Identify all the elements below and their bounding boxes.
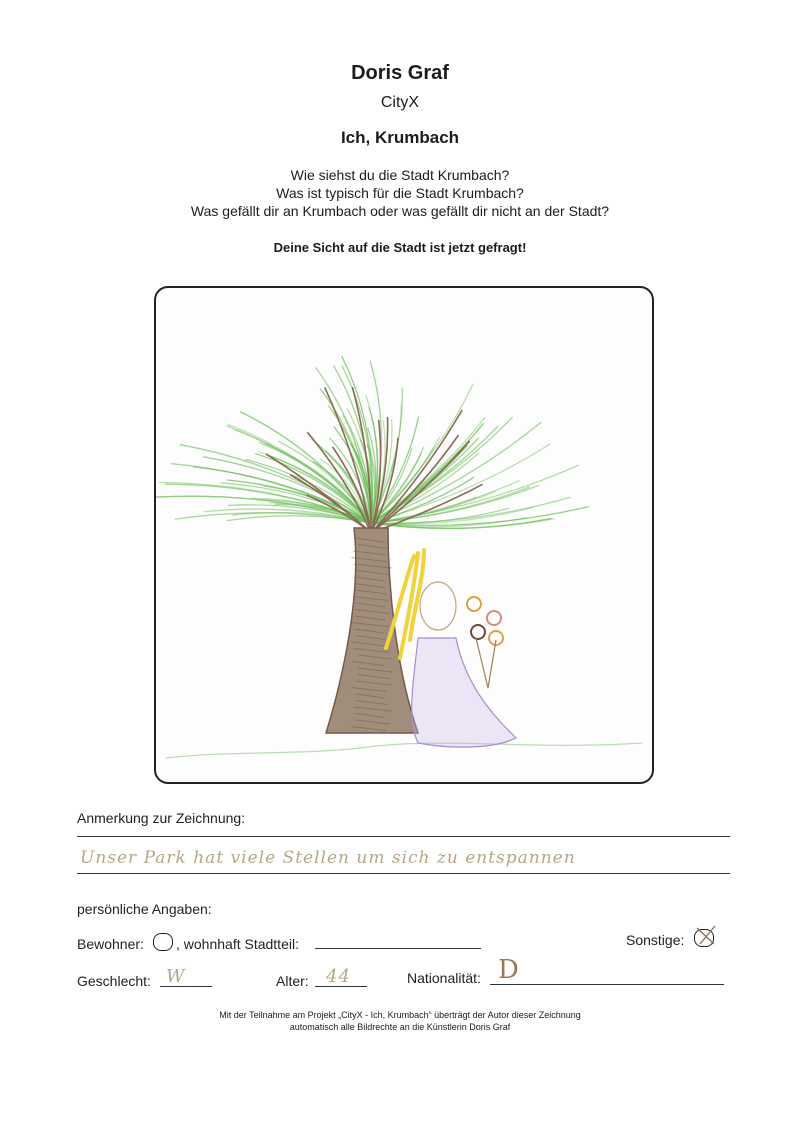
nationality-value[interactable]: D [498,955,520,985]
other-label: Sonstige: [626,932,685,948]
tree-leaves [156,357,588,529]
annotation-line-2 [77,873,730,874]
district-label: , wohnhaft Stadtteil: [176,936,299,952]
flower-head [471,625,485,639]
nationality-label: Nationalität: [407,970,481,986]
girl-face [420,582,456,630]
gender-value[interactable]: W [166,966,186,987]
age-label: Alter: [276,973,309,989]
flower-head [487,611,501,625]
project-name: CityX [380,94,420,111]
other-check-mark-icon [692,922,720,948]
gender-field [160,986,212,987]
form-title: Ich, Krumbach [340,128,460,147]
district-field[interactable] [315,948,481,949]
resident-label: Bewohner: [77,936,144,952]
age-value[interactable]: 44 [326,966,351,987]
flower-head [467,597,481,611]
resident-checkbox[interactable] [153,933,173,951]
nationality-field [490,984,724,985]
author-name: Doris Graf [351,62,449,84]
personal-info-label: persönliche Angaben: [77,901,212,917]
drawing-frame [154,286,654,784]
footer-line-2: automatisch alle Bildrechte an die Künstlerin Doris Graf [289,1022,511,1032]
grass-line [166,743,642,758]
call-to-action: Deine Sicht auf die Stadt ist jetzt gefragt! [273,240,527,255]
tree-drawing [156,288,652,782]
annotation-line-1 [77,836,730,837]
footer-line-1: Mit der Teilnahme am Projekt „CityX - Ich, Krumbach“ überträgt der Autor dieser Zeichnung [219,1010,581,1020]
question-1: Wie siehst du die Stadt Krumbach? [290,167,510,183]
gender-label: Geschlecht: [77,973,151,989]
bouquet-stems [476,638,496,688]
annotation-text[interactable]: Unser Park hat viele Stellen um sich zu entspannen [80,848,576,868]
age-field [315,986,367,987]
question-3: Was gefällt dir an Krumbach oder was gefällt dir nicht an der Stadt? [190,203,610,219]
girl-dress [412,638,516,747]
flower-bouquet [467,597,503,688]
question-2: Was ist typisch für die Stadt Krumbach? [276,185,524,201]
annotation-label: Anmerkung zur Zeichnung: [77,810,246,826]
